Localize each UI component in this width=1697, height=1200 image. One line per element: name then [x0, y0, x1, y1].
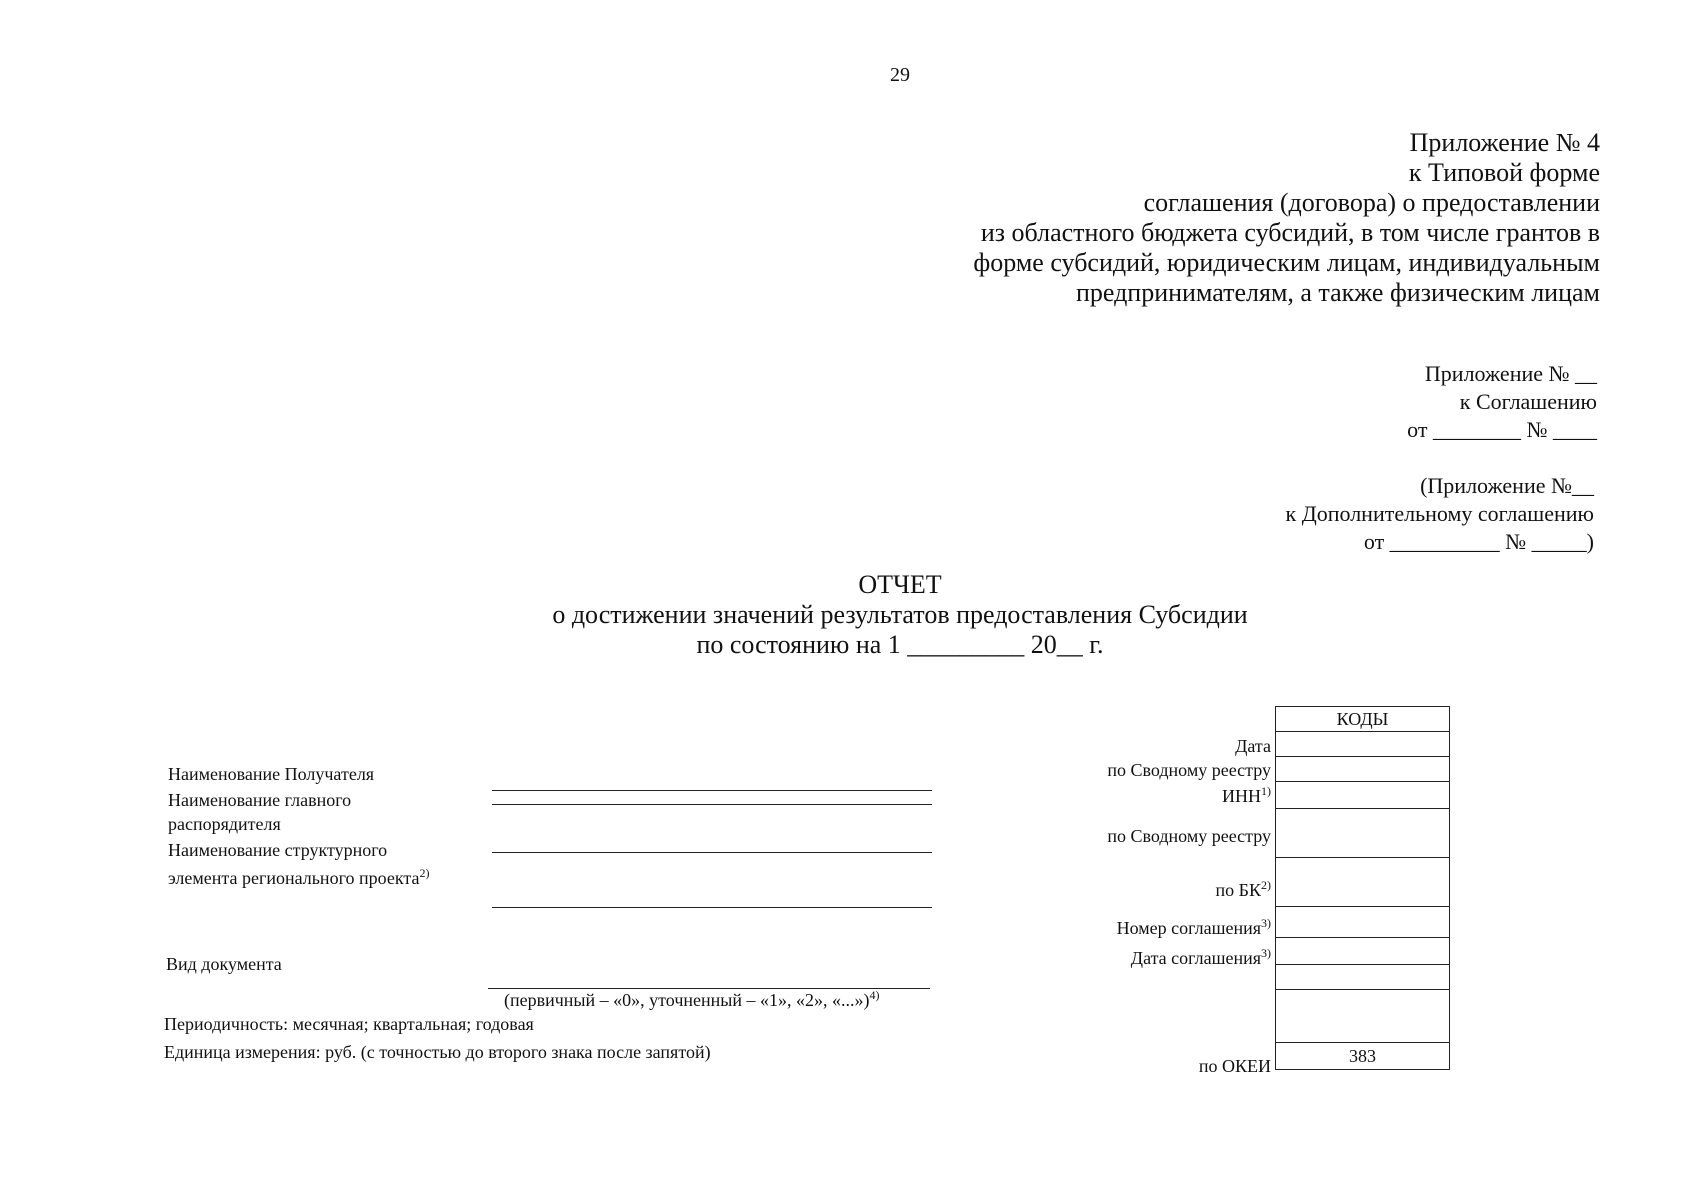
approval-line: Приложение № 4 — [1409, 128, 1600, 157]
code-cell-empty-2[interactable] — [1276, 990, 1450, 1043]
code-cell-bk[interactable] — [1276, 858, 1450, 907]
structural-label-1: Наименование структурного — [168, 840, 388, 860]
page-number: 29 — [890, 64, 910, 86]
doc-type-hint — [504, 988, 879, 1012]
doc-type-footnote-ref: 4) — [869, 988, 880, 1002]
title-line-1: ОТЧЕТ — [858, 570, 942, 599]
bk-text: по БК — [1215, 880, 1261, 900]
supplementary-line: к Дополнительному соглашению — [1285, 501, 1594, 526]
approval-block — [973, 128, 1600, 308]
supplementary-line: (Приложение №__ — [1420, 473, 1594, 498]
approval-line: предпринимателям, а также физическим лицам — [1075, 278, 1600, 307]
codes-label-agreement-number — [1117, 918, 1271, 939]
appendix-line: к Соглашению — [1459, 389, 1597, 414]
appendix-line: Приложение № __ — [1424, 361, 1597, 386]
codes-label-agreement-date — [1131, 948, 1271, 969]
doc-type-label: Вид документа — [166, 954, 282, 974]
structural-line-2 — [492, 907, 932, 908]
code-cell-agreement-date[interactable] — [1276, 938, 1450, 965]
agreement-number-footnote-ref: 3) — [1261, 916, 1271, 930]
code-cell-empty-1[interactable] — [1276, 965, 1450, 990]
structural-footnote-ref: 2) — [419, 866, 430, 880]
code-cell-registry-2[interactable] — [1276, 809, 1450, 858]
approval-line: соглашения (договора) о предоставлении — [1143, 188, 1600, 217]
report-title — [0, 570, 1697, 660]
approval-line: форме субсидий, юридическим лицам, индивидуальным — [973, 248, 1600, 277]
main-manager-label-2: распорядителя — [168, 814, 281, 834]
title-line-3: по состоянию на 1 _________ 20__ г. — [696, 630, 1104, 659]
codes-header: КОДЫ — [1276, 707, 1450, 732]
code-cell-agreement-number[interactable] — [1276, 907, 1450, 938]
doc-type-hint-text: (первичный – «0», уточненный – «1», «2», «...») — [504, 990, 870, 1010]
agreement-date-text: Дата соглашения — [1130, 948, 1261, 968]
codes-label-registry-1: по Сводному реестру — [1107, 760, 1271, 780]
bk-footnote-ref: 2) — [1261, 878, 1271, 892]
codes-table — [1275, 706, 1450, 1070]
approval-line: из областного бюджета субсидий, в том числе грантов в — [980, 218, 1600, 247]
main-manager-line — [492, 804, 932, 805]
structural-line-1 — [492, 852, 932, 853]
recipient-label: Наименование Получателя — [168, 764, 375, 784]
codes-label-okei: по ОКЕИ — [1198, 1056, 1271, 1076]
structural-label-2 — [168, 866, 429, 890]
codes-label-inn — [1222, 786, 1271, 807]
appendix-block — [1407, 360, 1597, 444]
code-cell-registry-1[interactable] — [1276, 757, 1450, 782]
appendix-line: от ________ № ____ — [1407, 417, 1597, 442]
recipient-line — [492, 790, 932, 791]
supplementary-line: от __________ № _____) — [1363, 529, 1594, 554]
periodicity: Периодичность: месячная; квартальная; годовая — [164, 1014, 534, 1034]
approval-line: к Типовой форме — [1408, 158, 1600, 187]
agreement-date-footnote-ref: 3) — [1261, 946, 1271, 960]
unit-of-measure: Единица измерения: руб. (с точностью до второго знака после запятой) — [164, 1042, 711, 1062]
structural-label-text: элемента регионального проекта — [168, 868, 420, 888]
agreement-number-text: Номер соглашения — [1116, 918, 1261, 938]
supplementary-block — [1286, 472, 1594, 556]
inn-footnote-ref: 1) — [1261, 784, 1271, 798]
codes-label-bk — [1216, 880, 1271, 901]
code-cell-date[interactable] — [1276, 732, 1450, 757]
codes-label-date: Дата — [1235, 736, 1271, 756]
title-line-2: о достижении значений результатов предоставления Субсидии — [552, 600, 1248, 629]
inn-text: ИНН — [1222, 786, 1261, 806]
code-cell-okei: 383 — [1276, 1043, 1450, 1070]
code-cell-inn[interactable] — [1276, 782, 1450, 809]
main-manager-label-1: Наименование главного — [168, 790, 352, 810]
codes-label-registry-2: по Сводному реестру — [1107, 826, 1271, 846]
